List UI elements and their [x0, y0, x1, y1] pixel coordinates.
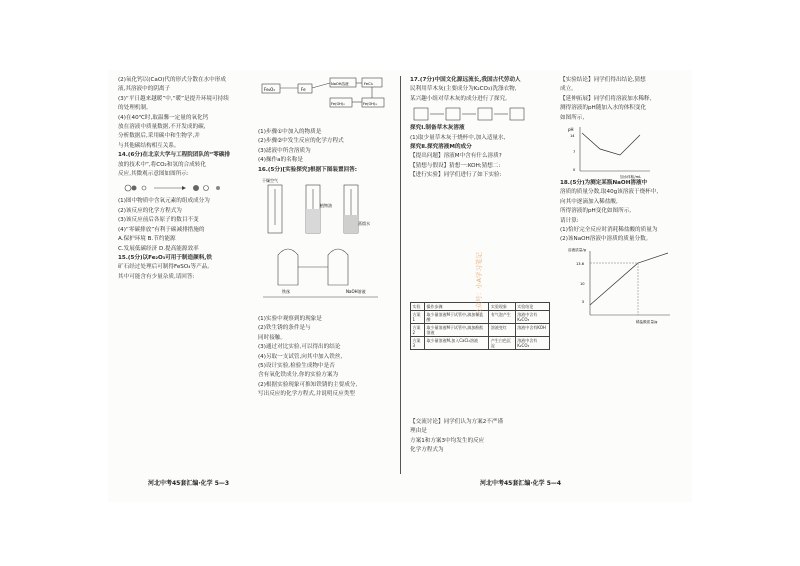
- flow-label: Fe: [301, 87, 306, 92]
- footer-left: 河北中考45套汇编·化学 5—3: [148, 480, 230, 487]
- text-line: (3)“平日越来越暖”中,“暖”是提升环境可持续: [118, 95, 229, 102]
- text-line: (1)步骤①中加入的物质是: [258, 129, 322, 135]
- table-cell: 有气泡产生: [489, 311, 515, 324]
- table-header: 实验结论: [515, 303, 549, 311]
- prep-diagram: [410, 104, 550, 124]
- column-3-tail: [410, 418, 550, 456]
- text-line: 溶质的质量分数,取40g该溶液于烧杯中,: [560, 189, 659, 196]
- text-line: 矿石经过处理后可制得FeSO₄等产品,: [118, 264, 210, 271]
- text-line: (1)恰好完全反应时消耗稀盐酸的质量为: [560, 227, 658, 234]
- text-line: 化学方程式为: [410, 447, 444, 454]
- flow-label: Fe(OH)₃: [363, 102, 377, 106]
- question-16: 16.(5分)[实验探究]根据下图装置回答:: [258, 166, 357, 173]
- text-line: 【猜想与假设】猜想一:KOH;猜想二:: [410, 162, 501, 169]
- apparatus-svg: [258, 175, 386, 315]
- text-line: 某兴趣小组对草木灰的成分进行了探究。: [410, 95, 511, 102]
- apparatus-label: 植物油: [320, 203, 332, 209]
- option-line: C.发展低碳经济 D.提高能源效率: [118, 245, 199, 252]
- molecule-icon: [204, 186, 209, 191]
- text-line: (2)该NaOH溶液中溶质的质量分数。: [560, 236, 652, 243]
- section-heading: 探究Ⅱ.探究溶液M的成分: [410, 144, 472, 151]
- text-line: 液,其溶液中的阴离子: [118, 86, 171, 93]
- table-cell: 产生白色沉淀: [489, 337, 515, 350]
- question-14: 14.(6分)在北京大学与工程院团队的“零碳排: [118, 152, 231, 159]
- mass-curve: [590, 253, 668, 305]
- molecule-icon: [132, 186, 137, 191]
- text-line: 如图所示,: [560, 114, 585, 121]
- text-line: (2)该反应的化学方程式为: [118, 207, 182, 214]
- apparatus-label: 蒸馏水: [358, 221, 370, 227]
- text-line: 含有氧化铁成分,你的实验方案为: [258, 372, 339, 379]
- text-line: 与其他碳结构相互关系。: [118, 142, 180, 149]
- text-line: 【延伸拓展】同学们将溶液加水稀释,: [560, 95, 652, 102]
- axis-label: pH: [568, 127, 574, 133]
- text-line: 测得溶液的pH随加入水的体积变化: [560, 105, 647, 112]
- table-cell: 溶液变红: [489, 324, 515, 337]
- text-line: 的处理机制。: [118, 105, 152, 112]
- text-line: (2)根据实验现象可推知铁锈的主要成分,: [258, 381, 358, 388]
- ph-chart-svg: [560, 123, 688, 179]
- column-2: [258, 76, 386, 400]
- text-line: 反应,其微观示意图如图所示:: [118, 171, 189, 178]
- table-cell: 取少量溶液M,加入CaCl₂溶液: [425, 337, 489, 350]
- text-line: (1)图中物质中含氧元素的组成成分为: [118, 198, 210, 205]
- table-header: 实验: [411, 303, 425, 311]
- molecule-svg: [118, 179, 238, 197]
- mass-chart: [560, 245, 688, 325]
- text-line: (5)设计实验,检验生成物中是否: [258, 363, 335, 370]
- text-line: (4)操作a的名称是: [258, 157, 303, 164]
- ph-curve: [582, 133, 640, 155]
- table-cell: 溶液中含有K₂CO₃: [515, 337, 549, 350]
- table-cell: 方案3: [411, 337, 425, 350]
- text-line: 分析数据后,采用碳中和生物学,并: [118, 133, 200, 140]
- question-18: 18.(5分)为测定某瓶NaOH溶液中: [560, 180, 648, 187]
- apparatus-label: 铁丝: [282, 289, 290, 295]
- table-row: [411, 324, 550, 337]
- text-line: (2)氧化钙以(CaO)代的形式分散在水中形成: [118, 77, 226, 83]
- text-line: (1)实验中观察到的现象是: [258, 316, 322, 323]
- flask-icon: [328, 249, 348, 285]
- page-divider: [400, 76, 401, 474]
- tick-label: 14: [570, 134, 575, 139]
- molecule-diagram: [118, 179, 246, 197]
- molecule-icon: [193, 185, 199, 191]
- arrowhead-icon: [182, 186, 186, 190]
- tick-label: 10: [580, 281, 585, 286]
- molecule-icon: [125, 185, 131, 191]
- text-line: (4)在40℃时,取温馨一定量的氧化钙: [118, 114, 209, 121]
- mass-chart-svg: [560, 245, 688, 325]
- tick-label: 13.6: [576, 261, 585, 266]
- text-line: (4)“零碳排放”有利于碳减排措施的: [118, 226, 205, 233]
- apparatus-label: 干燥空气: [262, 178, 278, 184]
- text-line: 民利用草木灰(主要成分为K₂CO₃)洗涤衣物,: [410, 86, 517, 93]
- flow-label: NaOH溶液: [331, 82, 349, 86]
- tick-label: 7: [573, 150, 576, 155]
- text-line: 所得溶液的pH变化如图所示,: [560, 208, 632, 215]
- exam-sheet: [108, 70, 692, 502]
- question-15: 15.(5分)以Fe₂O₃可用于制造颜料,铁: [118, 254, 213, 261]
- flowchart-svg: [258, 76, 386, 128]
- text-line: 方案1和方案3中均发生的反应: [410, 437, 485, 444]
- table-header: 实验现象: [489, 303, 515, 311]
- table-cell: 方案2: [411, 324, 425, 337]
- text-line: (1)取少量草木灰于烧杯中,加入适量水,: [410, 134, 506, 141]
- text-line: 成立。: [560, 86, 577, 93]
- option-line: A.保护环境 B.节约能源: [118, 236, 176, 243]
- text-line: 向其中逐滴加入稀盐酸,: [560, 198, 618, 205]
- tick-label: 0: [573, 168, 576, 173]
- text-line: 【提出问题】溶液M中含有什么溶质?: [410, 153, 502, 160]
- tick-label: 5: [582, 299, 585, 304]
- text-line: 【实验结论】同学们得出结论,猜想: [560, 77, 646, 83]
- text-line: 放在溶液中质量数据,不开发成的碳,: [118, 124, 206, 131]
- beaker-icon: [414, 108, 428, 120]
- flowchart: [258, 76, 386, 128]
- section-heading: 探究Ⅰ.制备草木灰溶液: [410, 125, 465, 132]
- text-line: 其中可能含有少量杂质,请回答:: [118, 273, 195, 280]
- table-row: [411, 337, 550, 350]
- text-line: 放的技术中”,将CO₂和氢的合成转化: [118, 161, 206, 168]
- column-1: [118, 76, 246, 282]
- column-3: [410, 76, 550, 181]
- text-line: 理由是: [410, 428, 427, 435]
- text-line: (2)步骤②中发生反应的化学方程式: [258, 138, 344, 145]
- axis-label: 稀盐酸质量/g: [636, 319, 658, 324]
- flask-icon: [278, 249, 298, 285]
- table-header: 操作步骤: [425, 303, 489, 311]
- table-cell: 溶液中含有KOH: [515, 324, 549, 337]
- beaker-icon: [446, 108, 460, 120]
- beaker-icon: [510, 108, 524, 120]
- question-17: 17.(7分)中国文化源远流长,我国古代劳动人: [410, 77, 521, 83]
- watermark: 公众号：小A学习笔记: [475, 252, 483, 315]
- flow-label: Fe₂O₃: [264, 87, 275, 92]
- molecule-icon: [216, 186, 220, 190]
- text-line: 【交流讨论】同学们认为方案2不严谨: [410, 419, 504, 425]
- axis-label: 溶液质量/g: [568, 247, 586, 252]
- text-line: 【进行实验】同学们进行了如下实验:: [410, 172, 502, 179]
- text-line: (2)铁生锈的条件是与: [258, 325, 311, 332]
- ph-chart: [560, 123, 688, 179]
- table-cell: 方案1: [411, 311, 425, 324]
- table-cell: 取少量溶液M于试管中,滴加酚酞溶液: [425, 324, 489, 337]
- text-line: 同时接触。: [258, 334, 286, 341]
- flow-label: Fe(OH)₂: [331, 102, 345, 106]
- molecule-icon: [142, 186, 146, 190]
- text-line: 请计算:: [560, 217, 579, 224]
- footer-right: 河北中考45套汇编·化学 5—4: [480, 480, 562, 487]
- column-4: [560, 76, 688, 325]
- table-cell: 取少量溶液M于试管中,滴加稀盐酸: [425, 311, 489, 324]
- text-line: (3)通过对比实验,可以得出的结论: [258, 344, 341, 351]
- flow-label: FeCl₂: [364, 82, 374, 86]
- text-line: (3)滤液中所含溶质为: [258, 147, 311, 154]
- beaker-icon: [478, 108, 492, 120]
- text-line: 写出反应的化学方程式,并说明反应类型: [258, 391, 355, 398]
- axis-label: 加水体积/mL: [620, 175, 642, 180]
- text-line: (3)该反应前后各原子的数目不变: [118, 217, 199, 224]
- table-cell: 溶液中含有K₂CO₃: [515, 311, 549, 324]
- apparatus-figure: [258, 175, 386, 315]
- text-line: (4)另取一支试管,向其中加入铁丝,: [258, 353, 343, 360]
- apparatus-label: NaOH溶液: [346, 289, 366, 295]
- prep-svg: [410, 104, 550, 124]
